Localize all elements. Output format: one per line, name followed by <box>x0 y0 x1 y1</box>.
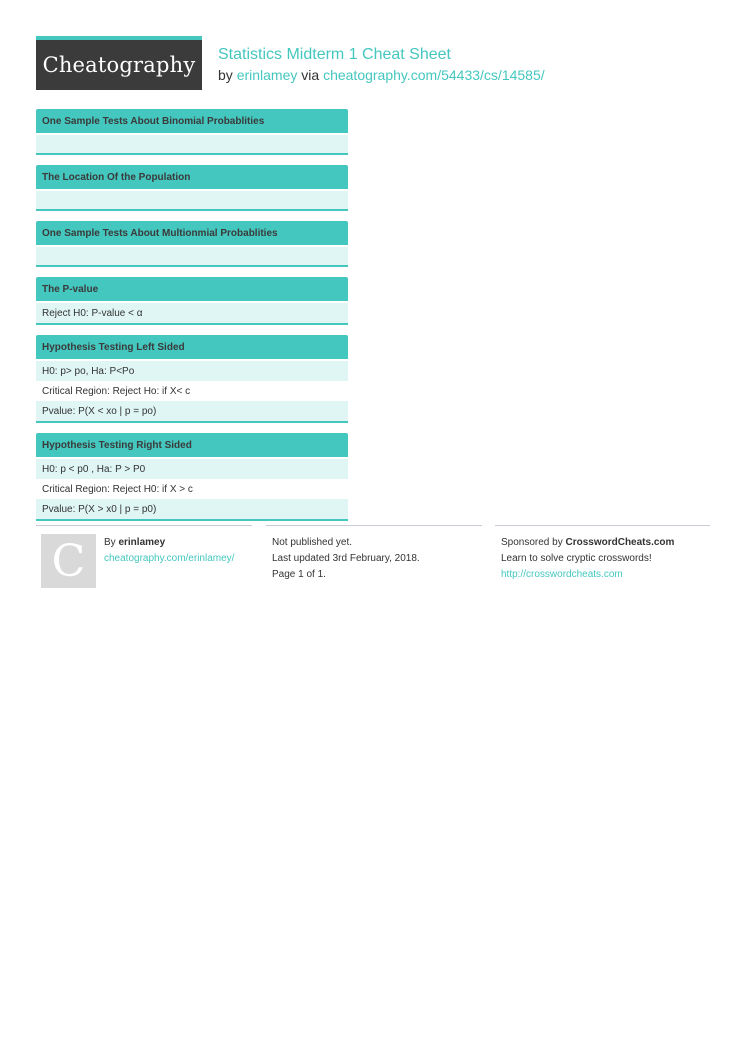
footer-status <box>266 525 482 606</box>
sections-column <box>36 109 348 531</box>
sponsor-tagline: Learn to solve cryptic crosswords! <box>501 553 652 564</box>
section-title: One Sample Tests About Binomial Probablities <box>36 109 348 133</box>
sponsor-link[interactable]: http://crosswordcheats.com <box>501 569 623 580</box>
table-row: H0: p < p0 , Ha: P > P0 <box>36 459 348 479</box>
footer-author-link[interactable]: cheatography.com/erinlamey/ <box>104 553 235 564</box>
section-left-sided <box>36 335 348 423</box>
section-title: Hypothesis Testing Left Sided <box>36 335 348 359</box>
published-status: Not published yet. <box>272 537 353 548</box>
page-number: Page 1 of 1. <box>272 569 326 580</box>
page-title[interactable]: Statistics Midterm 1 Cheat Sheet <box>218 46 451 63</box>
sponsor-line <box>501 537 674 548</box>
table-row: Critical Region: Reject Ho: if X< c <box>36 381 348 401</box>
section-location <box>36 165 348 211</box>
sheet-url-link[interactable]: cheatography.com/54433/cs/14585/ <box>323 67 545 83</box>
sponsor-name: CrosswordCheats.com <box>565 537 675 548</box>
empty-row <box>36 191 348 209</box>
table-row: Reject H0: P-value < α <box>36 303 348 323</box>
via-label: via <box>301 67 320 83</box>
section-title: One Sample Tests About Multionmial Probablities <box>36 221 348 245</box>
sponsored-label: Sponsored by <box>501 537 563 548</box>
footer-author <box>36 525 252 606</box>
table-row: Critical Region: Reject H0: if X > c <box>36 479 348 499</box>
footer-by-line <box>104 537 165 548</box>
table-row: Pvalue: P(X > x0 | p = p0) <box>36 499 348 519</box>
empty-row <box>36 247 348 265</box>
byline <box>218 67 545 83</box>
table-row: Pvalue: P(X < xo | p = po) <box>36 401 348 421</box>
table-row: H0: p> po, Ha: P<Po <box>36 361 348 381</box>
section-title: The Location Of the Population <box>36 165 348 189</box>
logo-text: Cheatography <box>42 53 196 77</box>
last-updated: Last updated 3rd February, 2018. <box>272 553 420 564</box>
empty-row <box>36 135 348 153</box>
avatar[interactable]: C <box>41 534 96 588</box>
section-title: Hypothesis Testing Right Sided <box>36 433 348 457</box>
section-right-sided <box>36 433 348 521</box>
footer-sponsor <box>495 525 710 606</box>
footer-by-label: By <box>104 537 116 548</box>
section-title: The P-value <box>36 277 348 301</box>
section-p-value <box>36 277 348 325</box>
footer-author-name: erinlamey <box>118 537 166 548</box>
author-link[interactable]: erinlamey <box>236 67 298 83</box>
section-multinomial <box>36 221 348 267</box>
cheatography-logo[interactable] <box>36 36 202 90</box>
section-binomial <box>36 109 348 155</box>
by-label: by <box>218 67 233 83</box>
